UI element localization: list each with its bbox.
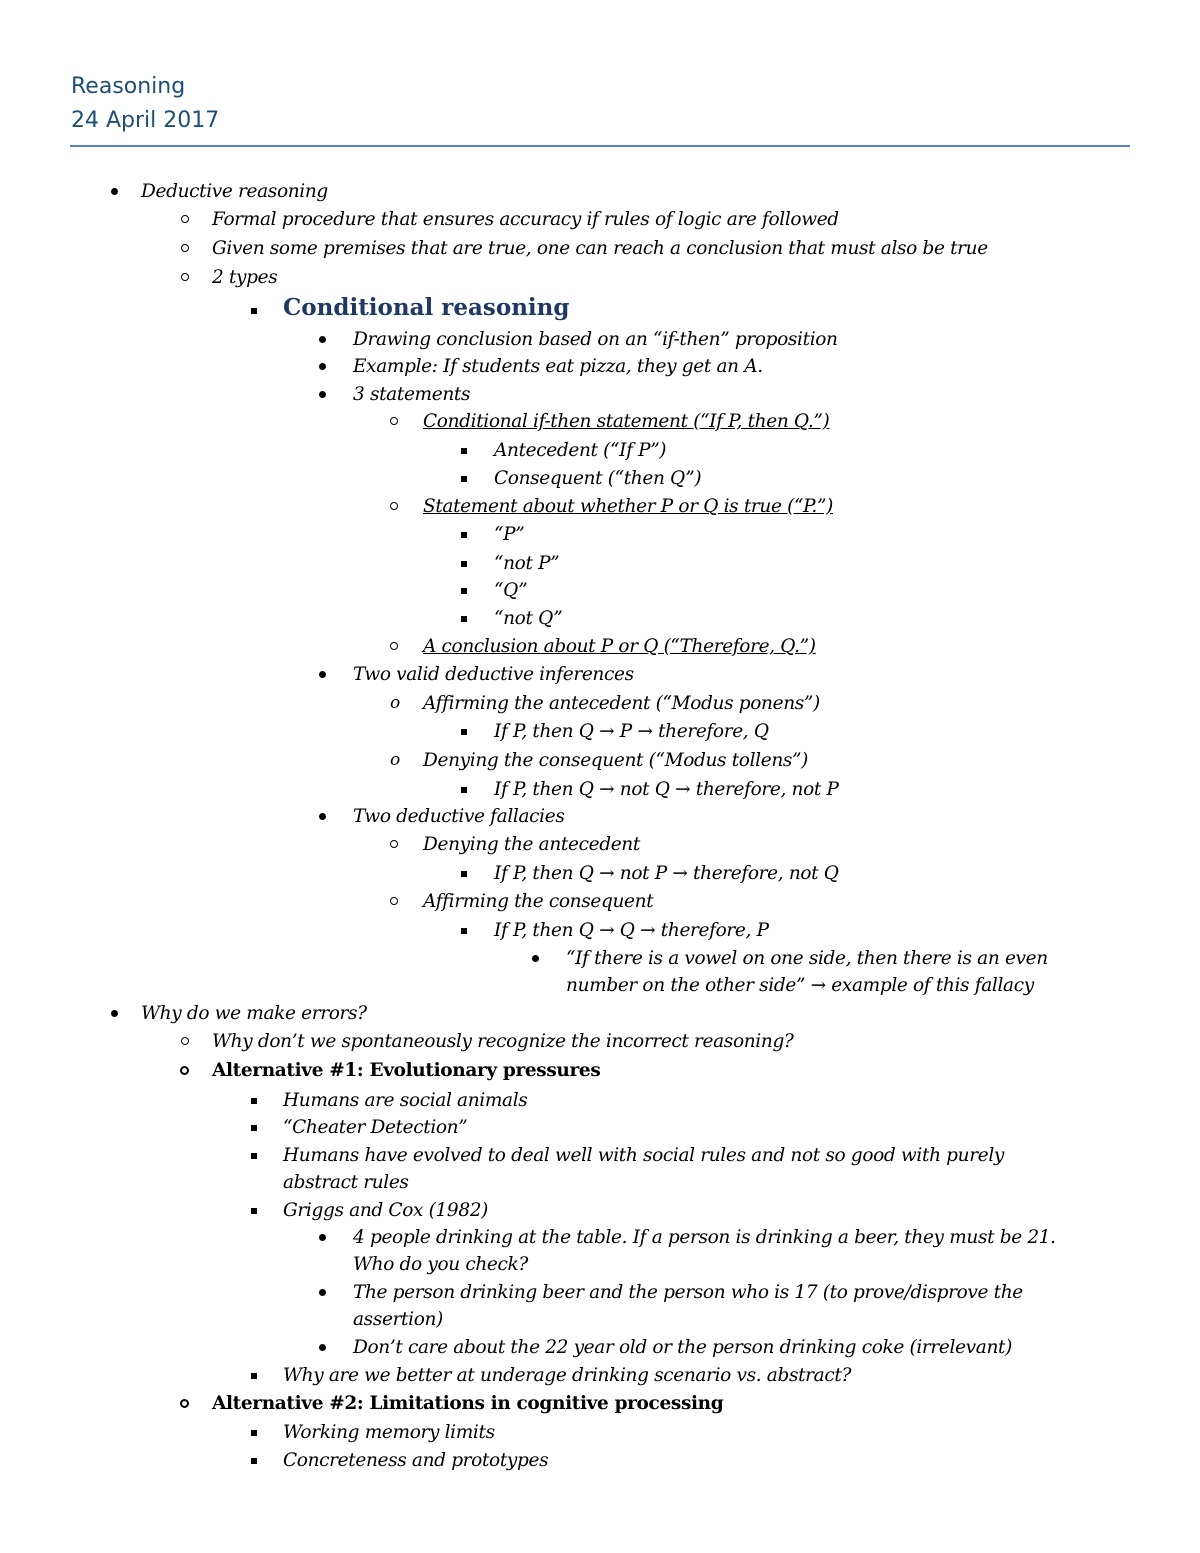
square-bullet-icon xyxy=(461,561,467,567)
outline-line xyxy=(0,1279,1200,1306)
filled-bullet-icon xyxy=(319,1344,326,1351)
outline-text: Statement about whether P or Q is true (“P.”) xyxy=(423,496,833,517)
filled-bullet-icon xyxy=(111,188,118,195)
outline-line xyxy=(0,1334,1200,1361)
outline-line xyxy=(0,1028,1200,1055)
outline-text: Affirming the consequent xyxy=(423,891,654,912)
outline-text: abstract rules xyxy=(283,1172,409,1193)
outline-text: Two deductive fallacies xyxy=(353,806,565,827)
outline-line xyxy=(0,917,1200,944)
square-bullet-icon xyxy=(461,588,467,594)
filled-bullet-icon xyxy=(319,1289,326,1296)
hollow-bullet-icon xyxy=(181,215,189,223)
outline-line xyxy=(0,803,1200,830)
outline-text: assertion) xyxy=(353,1309,443,1330)
outline-text: Why do we make errors? xyxy=(141,1003,367,1024)
hollow-bullet-icon: o xyxy=(390,693,401,713)
outline-text: Humans have evolved to deal well with social rules and not so good with purely xyxy=(283,1145,1004,1166)
outline-text: Drawing conclusion based on an “if-then” proposition xyxy=(353,329,838,350)
outline-line xyxy=(0,1114,1200,1141)
outline-line xyxy=(0,831,1200,858)
outline-line xyxy=(0,353,1200,380)
outline-line xyxy=(0,690,1200,717)
document-date: 24 April 2017 xyxy=(71,108,220,133)
outline-text: “not P” xyxy=(494,553,560,574)
outline-text: “Q” xyxy=(494,580,528,601)
outline-text: 4 people drinking at the table. If a person is drinking a beer, they must be 21. xyxy=(353,1227,1056,1248)
hollow-bullet-icon xyxy=(181,1037,189,1045)
outline-line xyxy=(0,235,1200,262)
outline-text: Formal procedure that ensures accuracy if rules of logic are followed xyxy=(212,209,839,230)
hollow-bullet-icon: o xyxy=(390,750,401,770)
outline-text: Alternative #1: Evolutionary pressures xyxy=(212,1060,601,1081)
outline-text: “Cheater Detection” xyxy=(283,1117,468,1138)
outline-text: “not Q” xyxy=(494,608,563,629)
outline-line xyxy=(0,521,1200,548)
outline-line xyxy=(0,1000,1200,1027)
filled-bullet-icon xyxy=(111,1010,118,1017)
outline-text: Concreteness and prototypes xyxy=(283,1450,549,1471)
outline-text: Conditional reasoning xyxy=(283,294,570,321)
outline-text: Antecedent (“If P”) xyxy=(494,440,667,461)
filled-bullet-icon xyxy=(532,955,539,962)
hollow-bullet-icon xyxy=(390,897,398,905)
header-divider xyxy=(70,145,1130,147)
square-bullet-icon xyxy=(251,1153,257,1159)
outline-text: “If there is a vowel on one side, then there is an even xyxy=(566,948,1048,969)
outline-text: Deductive reasoning xyxy=(141,181,328,202)
square-bullet-icon xyxy=(251,1373,257,1379)
outline-line xyxy=(0,264,1200,291)
square-bullet-icon xyxy=(461,448,467,454)
outline-line xyxy=(0,206,1200,233)
square-bullet-icon xyxy=(461,616,467,622)
outline-line xyxy=(0,1224,1200,1251)
filled-bullet-icon xyxy=(319,813,326,820)
outline-text: number on the other side” → example of this fallacy xyxy=(566,975,1034,996)
outline-text: 2 types xyxy=(212,267,278,288)
outline-text: Who do you check? xyxy=(353,1254,528,1275)
outline-line xyxy=(0,661,1200,688)
outline-text: “P” xyxy=(494,524,525,545)
outline-line xyxy=(0,178,1200,205)
outline-line xyxy=(0,1087,1200,1114)
outline-line xyxy=(0,888,1200,915)
filled-bullet-icon xyxy=(319,336,326,343)
outline-line xyxy=(0,945,1200,972)
hollow-bullet-icon xyxy=(181,244,189,252)
outline-line xyxy=(0,326,1200,353)
outline-text: If P, then Q → not Q → therefore, not P xyxy=(494,779,839,800)
filled-bullet-icon xyxy=(319,391,326,398)
outline-line xyxy=(0,1390,1200,1417)
outline-line xyxy=(0,972,1200,999)
outline-text: Working memory limits xyxy=(283,1422,495,1443)
outline-line xyxy=(0,1142,1200,1169)
outline-text: Conditional if-then statement (“If P, then Q.”) xyxy=(423,411,830,432)
outline-text: Consequent (“then Q”) xyxy=(494,468,702,489)
outline-line xyxy=(0,408,1200,435)
outline-text: Alternative #2: Limitations in cognitive processing xyxy=(212,1393,724,1414)
square-bullet-icon xyxy=(251,1098,257,1104)
square-bullet-icon xyxy=(251,1430,257,1436)
outline-line xyxy=(0,1419,1200,1446)
outline-text: Humans are social animals xyxy=(283,1090,528,1111)
outline-text: Why are we better at underage drinking scenario vs. abstract? xyxy=(283,1365,852,1386)
square-bullet-icon xyxy=(461,729,467,735)
outline-text: Given some premises that are true, one can reach a conclusion that must also be true xyxy=(212,238,988,259)
outline-line xyxy=(0,550,1200,577)
outline-line xyxy=(0,1306,1200,1333)
hollow-bullet-icon xyxy=(180,1066,189,1075)
square-bullet-icon xyxy=(251,1458,257,1464)
outline-text: Denying the consequent (“Modus tollens”) xyxy=(423,750,808,771)
outline-line xyxy=(0,860,1200,887)
outline-text: Example: If students eat pizza, they get an A. xyxy=(353,356,763,377)
hollow-bullet-icon xyxy=(390,840,398,848)
outline-text: Why don’t we spontaneously recognize the incorrect reasoning? xyxy=(212,1031,794,1052)
square-bullet-icon xyxy=(251,1125,257,1131)
outline-line xyxy=(0,718,1200,745)
square-bullet-icon xyxy=(461,871,467,877)
outline-line xyxy=(0,1447,1200,1474)
outline-text: If P, then Q → not P → therefore, not Q xyxy=(494,863,839,884)
outline-line xyxy=(0,381,1200,408)
outline-line xyxy=(0,493,1200,520)
outline-line xyxy=(0,577,1200,604)
square-bullet-icon xyxy=(251,1208,257,1214)
outline-line xyxy=(0,465,1200,492)
filled-bullet-icon xyxy=(319,1234,326,1241)
outline-text: Griggs and Cox (1982) xyxy=(283,1200,489,1221)
outline-text: Two valid deductive inferences xyxy=(353,664,634,685)
filled-bullet-icon xyxy=(319,671,326,678)
hollow-bullet-icon xyxy=(390,502,398,510)
outline-text: If P, then Q → Q → therefore, P xyxy=(494,920,769,941)
outline-text: Affirming the antecedent (“Modus ponens”) xyxy=(423,693,820,714)
outline-line xyxy=(0,776,1200,803)
outline-text: If P, then Q → P → therefore, Q xyxy=(494,721,769,742)
document-title: Reasoning xyxy=(71,74,186,99)
square-bullet-icon xyxy=(461,532,467,538)
outline-text: A conclusion about P or Q (“Therefore, Q.”) xyxy=(423,636,816,657)
square-bullet-icon xyxy=(251,308,257,314)
square-bullet-icon xyxy=(461,787,467,793)
outline-text: Don’t care about the 22 year old or the person drinking coke (irrelevant) xyxy=(353,1337,1012,1358)
square-bullet-icon xyxy=(461,476,467,482)
outline-line xyxy=(0,296,1200,323)
hollow-bullet-icon xyxy=(390,417,398,425)
outline-line xyxy=(0,437,1200,464)
outline-text: 3 statements xyxy=(353,384,471,405)
outline-line xyxy=(0,605,1200,632)
outline-line xyxy=(0,633,1200,660)
outline-text: The person drinking beer and the person who is 17 (to prove/disprove the xyxy=(353,1282,1023,1303)
outline-line xyxy=(0,1057,1200,1084)
outline-line xyxy=(0,1169,1200,1196)
outline-line xyxy=(0,1362,1200,1389)
hollow-bullet-icon xyxy=(180,1399,189,1408)
outline-line xyxy=(0,747,1200,774)
filled-bullet-icon xyxy=(319,363,326,370)
outline-text: Denying the antecedent xyxy=(423,834,640,855)
hollow-bullet-icon xyxy=(390,642,398,650)
hollow-bullet-icon xyxy=(181,273,189,281)
outline-line xyxy=(0,1251,1200,1278)
square-bullet-icon xyxy=(461,928,467,934)
outline-line xyxy=(0,1197,1200,1224)
